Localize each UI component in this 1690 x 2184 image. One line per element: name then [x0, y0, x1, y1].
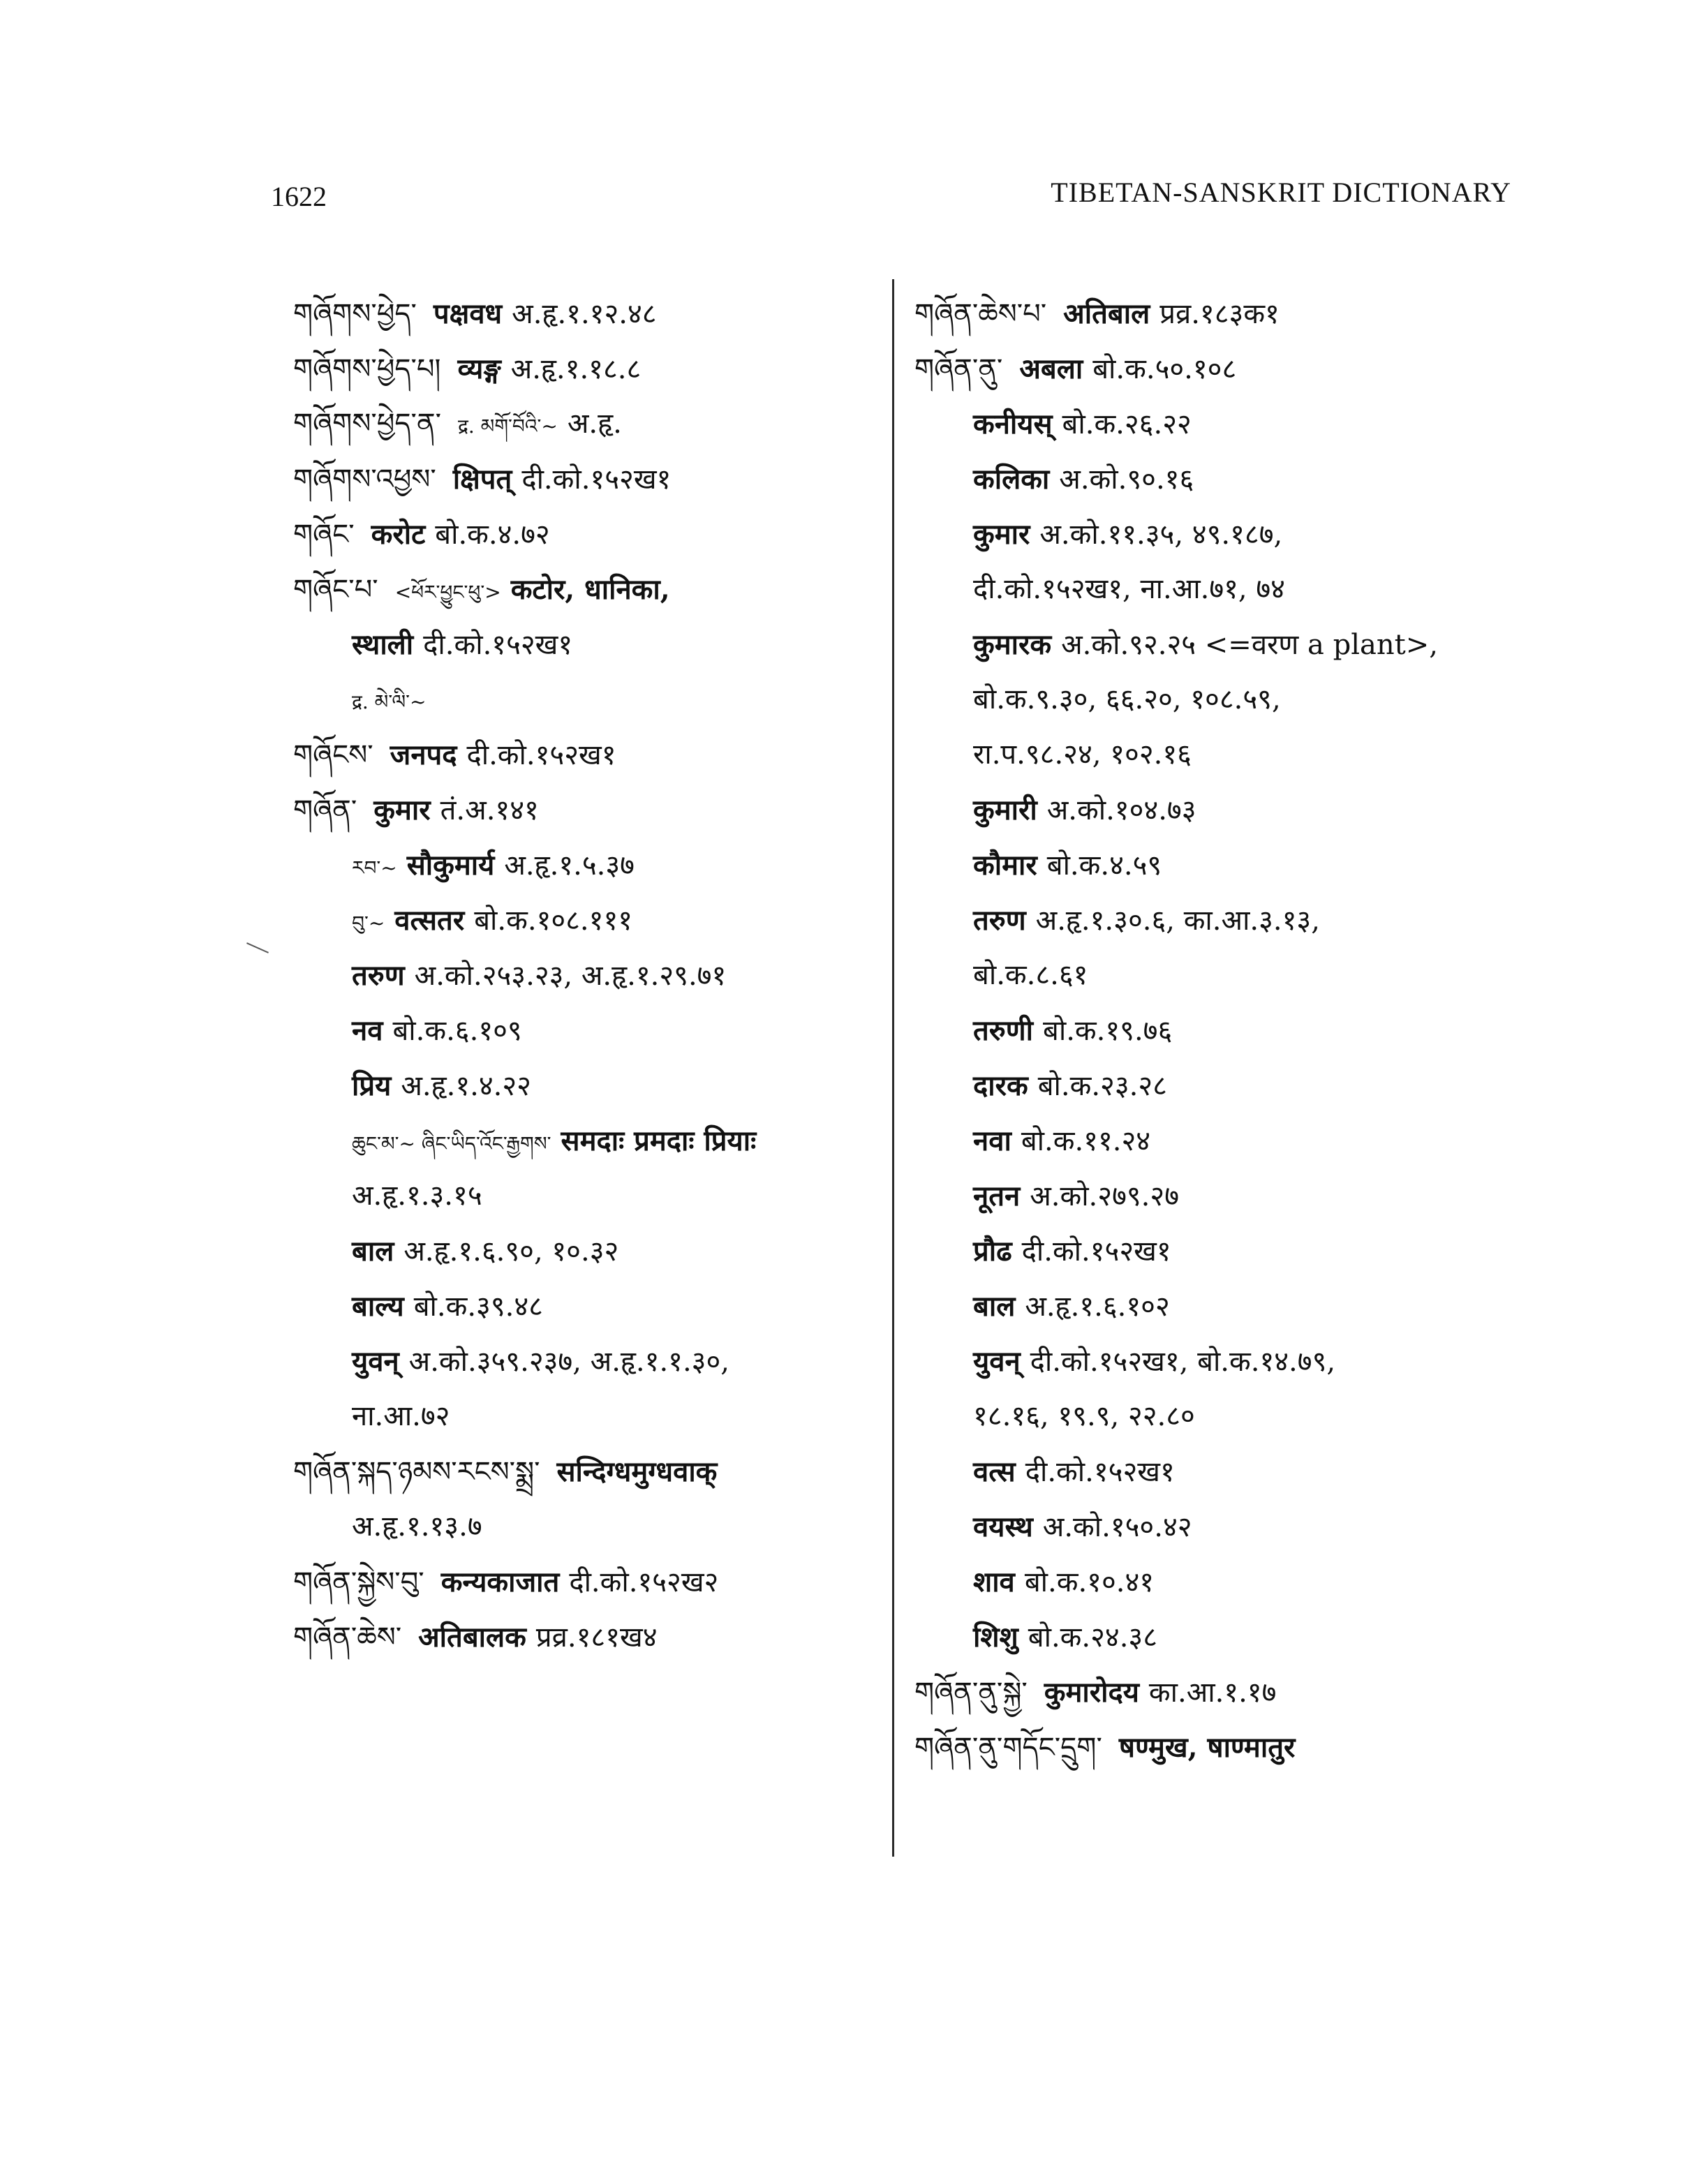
page-header [0, 173, 1690, 229]
sanskrit-equivalent: कनीयस् [973, 408, 1053, 440]
sub-entry [914, 1554, 1515, 1610]
sub-entry [914, 1168, 1515, 1224]
sub-entry [293, 838, 866, 893]
source-reference: दी.को.१५२ख१, ना.आ.७१, ७४ [973, 573, 1285, 605]
tibetan-headword: གཞོན་ནུ་སྐྱེ་ [914, 1677, 1028, 1709]
tibetan-headword: གཞོངས་ [293, 739, 373, 771]
sanskrit-equivalent: शाव [973, 1566, 1015, 1598]
source-reference: बो.क.५०.१०८ [1092, 353, 1237, 385]
source-reference: बो.क.८.६१ [973, 959, 1088, 991]
sub-entry [293, 672, 866, 727]
dictionary-entry [293, 1610, 866, 1665]
sanskrit-equivalent: नवा [973, 1124, 1011, 1157]
entry-note: ཆུང་མ་~ ཞིང་ཡིད་འོང་རྒྱགས་ [352, 1132, 551, 1155]
source-reference: बो.क.११.२४ [1021, 1125, 1151, 1157]
source-reference: अ.को.११.३५, ४९.१८७, [1039, 519, 1283, 551]
dictionary-entry [914, 1720, 1515, 1775]
sanskrit-equivalent: कलिका [973, 463, 1050, 496]
sanskrit-equivalent: बाल [973, 1290, 1016, 1323]
dictionary-entry [293, 1444, 866, 1499]
sanskrit-equivalent: अबला [1019, 352, 1083, 385]
sub-entry [914, 1334, 1515, 1389]
sanskrit-equivalent: बाल [352, 1235, 394, 1268]
page-number: 1622 [271, 181, 327, 212]
source-reference: बो.क.२४.३८ [1028, 1621, 1158, 1654]
tibetan-headword: གཞོན་ནུ་ [914, 353, 1003, 385]
source-reference: १८.१६, १९.९, २२.८० [973, 1400, 1195, 1432]
sub-entry [293, 1058, 866, 1113]
dictionary-entry [293, 507, 866, 562]
sanskrit-equivalent: स्थाली [352, 628, 414, 661]
sanskrit-equivalent: सौकुमार्य [406, 849, 495, 882]
sub-entry [914, 1003, 1515, 1058]
source-reference: ना.आ.७२ [352, 1400, 450, 1432]
sub-entry [914, 782, 1515, 838]
dictionary-entry [914, 286, 1515, 341]
source-reference: दी.को.१५२ख१ [1021, 1235, 1171, 1268]
sub-entry [914, 507, 1515, 562]
sub-entry [914, 617, 1515, 672]
source-reference: बो.क.१०८.१११ [474, 905, 633, 937]
dictionary-entry [293, 286, 866, 341]
source-reference: अ.को.९०.१६ [1059, 463, 1194, 496]
running-title: TIBETAN-SANSKRIT DICTIONARY [1051, 177, 1511, 208]
dictionary-entry [293, 562, 866, 617]
sanskrit-equivalent: प्रौढ [973, 1235, 1012, 1268]
sanskrit-equivalent: करोट [371, 518, 426, 551]
source-reference: दी.को.१५२ख१, बो.क.१४.७९, [1030, 1346, 1336, 1378]
source-reference: बो.क.४.७२ [435, 519, 550, 551]
source-reference: अ.हृ.१.६.१०२ [1025, 1291, 1170, 1323]
source-reference: अ.को.१०४.७३ [1046, 794, 1196, 826]
entry-note: <ཕོར་ཕྱུང་ཕུ་> [394, 581, 501, 604]
sanskrit-equivalent: नूतन [973, 1180, 1021, 1212]
source-reference: अ.को.२५३.२३, अ.हृ.१.२९.७१ [414, 960, 727, 992]
sub-entry [914, 948, 1515, 1003]
tibetan-headword: གཞོན་ཆེས་པ་ [914, 298, 1047, 330]
dictionary-entry [293, 396, 866, 452]
sanskrit-equivalent: वत्सतर [394, 904, 465, 937]
sub-entry [914, 562, 1515, 617]
tibetan-headword: གཞོགས་འཕྱས་ [293, 463, 436, 496]
source-reference: अ.हृ.१.१३.७ [352, 1510, 482, 1543]
sub-entry [293, 893, 866, 948]
sanskrit-equivalent: कुमारोदय [1044, 1676, 1139, 1709]
source-reference: बो.क.१९.७६ [1043, 1015, 1173, 1047]
source-reference: अ.हृ.१.१८.८ [510, 353, 642, 385]
source-reference: अ.को.२७९.२७ [1030, 1180, 1179, 1212]
sub-entry [293, 1003, 866, 1058]
sanskrit-equivalent: युवन् [973, 1345, 1021, 1378]
sub-entry [914, 452, 1515, 507]
right-column [914, 286, 1515, 1775]
tibetan-headword: གཞོང་པ་ [293, 574, 378, 606]
dictionary-entry [293, 452, 866, 507]
entry-note: द्र. མགོ་བོའི་~ [458, 415, 558, 438]
sanskrit-equivalent: तरुणी [973, 1014, 1033, 1047]
dictionary-entry [293, 341, 866, 396]
sanskrit-equivalent: कटोर, धानिका, [510, 573, 670, 606]
sanskrit-equivalent: बाल्य [352, 1290, 404, 1323]
source-reference: अ.हृ.१.६.९०, १०.३२ [403, 1235, 619, 1268]
source-reference: प्रव्र.१८३क१ [1159, 298, 1280, 330]
sub-entry [914, 1444, 1515, 1499]
sub-entry [293, 1499, 866, 1554]
tibetan-headword: གཞོན་ཆེས་ [293, 1621, 402, 1654]
entry-note: द्र. མེ་ལི་~ [352, 690, 427, 713]
sub-entry [914, 672, 1515, 727]
sanskrit-equivalent: व्यङ्ग [457, 352, 501, 385]
sub-entry [293, 1168, 866, 1224]
source-reference: दी.को.१५२ख१ [423, 629, 573, 661]
sub-entry [914, 1610, 1515, 1665]
sanskrit-equivalent: अतिबालक [418, 1621, 526, 1654]
sanskrit-equivalent: प्रिय [352, 1069, 392, 1102]
sanskrit-equivalent: जनपद [390, 738, 457, 771]
source-reference: अ.को.३५९.२३७, अ.हृ.१.१.३०, [408, 1346, 729, 1378]
tibetan-headword: གཞོན་སྐྱེས་བུ་ [293, 1566, 424, 1598]
sub-entry [914, 1113, 1515, 1168]
sub-entry [914, 1389, 1515, 1444]
source-reference: दी.को.१५२ख१ [1025, 1456, 1175, 1488]
tibetan-headword: གཞོང་ [293, 519, 355, 551]
sanskrit-equivalent: कन्यकाजात [440, 1566, 560, 1598]
sub-entry [293, 948, 866, 1003]
sanskrit-equivalent: अतिबाल [1063, 297, 1150, 330]
sub-entry [914, 1058, 1515, 1113]
source-reference: अ.को.९२.२५ <=वरण a plant>, [1061, 629, 1438, 661]
source-reference: अ.को.१५०.४२ [1042, 1511, 1192, 1543]
sanskrit-equivalent: कुमार [373, 794, 431, 826]
source-reference: बो.क.९.३०, ६६.२०, १०८.५९, [973, 683, 1281, 715]
sub-entry [914, 727, 1515, 782]
left-column [293, 286, 866, 1665]
entry-note: རབ་~ [352, 856, 397, 879]
sub-entry [293, 1224, 866, 1279]
column-divider [892, 279, 894, 1857]
sub-entry [914, 1224, 1515, 1279]
sub-entry [914, 396, 1515, 452]
sanskrit-equivalent: कुमारक [973, 628, 1052, 661]
source-reference: अ.हृ.१.४.२२ [401, 1070, 531, 1102]
sub-entry [293, 1279, 866, 1334]
sub-entry [293, 617, 866, 672]
tibetan-headword: གཞོན་ [293, 794, 357, 826]
sanskrit-equivalent: शिशु [973, 1621, 1018, 1654]
source-reference: प्रव्र.१८१ख४ [535, 1621, 658, 1654]
sub-entry [914, 893, 1515, 948]
source-reference: अ.हृ. [567, 408, 622, 440]
source-reference: अ.हृ.१.३.१५ [352, 1180, 482, 1212]
sanskrit-equivalent: कौमार [973, 849, 1037, 882]
sanskrit-equivalent: सन्दिग्धमुग्धवाक् [556, 1455, 718, 1488]
tibetan-headword: གཞོགས་ཕྱེད་ [293, 298, 417, 330]
source-reference: रा.प.९८.२४, १०२.१६ [973, 738, 1192, 771]
sub-entry [293, 1389, 866, 1444]
sanskrit-equivalent: कुमार [973, 518, 1030, 551]
source-reference: अ.हृ.१.५.३७ [504, 849, 635, 882]
margin-mark [246, 942, 269, 953]
tibetan-headword: གཞོགས་ཕྱེད་པ། [293, 353, 441, 385]
source-reference: बो.क.४.५९ [1046, 849, 1162, 882]
sanskrit-equivalent: वयस्थ [973, 1510, 1033, 1543]
dictionary-entry [293, 727, 866, 782]
source-reference: तं.अ.१४१ [440, 794, 539, 826]
source-reference: दी.को.१५२ख१ [521, 463, 672, 496]
tibetan-headword: གཞོགས་ཕྱེད་ན་ [293, 408, 441, 440]
sanskrit-equivalent: पक्षवध [433, 297, 503, 330]
dictionary-entry [293, 1554, 866, 1610]
dictionary-entry [293, 782, 866, 838]
source-reference: दी.को.१५२ख२ [569, 1566, 719, 1598]
tibetan-headword: གཞོན་སྐད་ཉམས་རངས་སྨྲ་ [293, 1456, 540, 1488]
sanskrit-equivalent: क्षिपत् [452, 463, 512, 496]
sub-entry [914, 1499, 1515, 1554]
sanskrit-equivalent: समदाः प्रमदाः प्रियाः [561, 1124, 757, 1157]
source-reference: का.आ.१.१७ [1148, 1677, 1277, 1709]
sub-entry [914, 1279, 1515, 1334]
sanskrit-equivalent: तरुण [352, 959, 405, 992]
dictionary-entry [914, 1665, 1515, 1720]
source-reference: बो.क.६.१०९ [392, 1015, 522, 1047]
source-reference: बो.क.३९.४८ [413, 1291, 543, 1323]
sub-entry [293, 1113, 866, 1168]
sanskrit-equivalent: वत्स [973, 1455, 1016, 1488]
sanskrit-equivalent: दारक [973, 1069, 1028, 1102]
sanskrit-equivalent: षण्मुख, षाण्मातुर [1118, 1731, 1296, 1764]
sanskrit-equivalent: कुमारी [973, 794, 1037, 826]
sub-entry [293, 1334, 866, 1389]
entry-note: བུ་~ [352, 912, 385, 935]
source-reference: बो.क.२६.२२ [1062, 408, 1192, 440]
sanskrit-equivalent: युवन् [352, 1345, 399, 1378]
tibetan-headword: གཞོན་ནུ་གདོང་དྲུག་ [914, 1732, 1102, 1764]
source-reference: दी.को.१५२ख१ [466, 739, 616, 771]
source-reference: अ.हृ.१.३०.६, का.आ.३.१३, [1035, 905, 1320, 937]
source-reference: अ.हृ.१.१२.४८ [512, 298, 657, 330]
source-reference: बो.क.१०.४१ [1024, 1566, 1155, 1598]
source-reference: बो.क.२३.२८ [1037, 1070, 1167, 1102]
sanskrit-equivalent: नव [352, 1014, 383, 1047]
sub-entry [914, 838, 1515, 893]
dictionary-entry [914, 341, 1515, 396]
sanskrit-equivalent: तरुण [973, 904, 1026, 937]
